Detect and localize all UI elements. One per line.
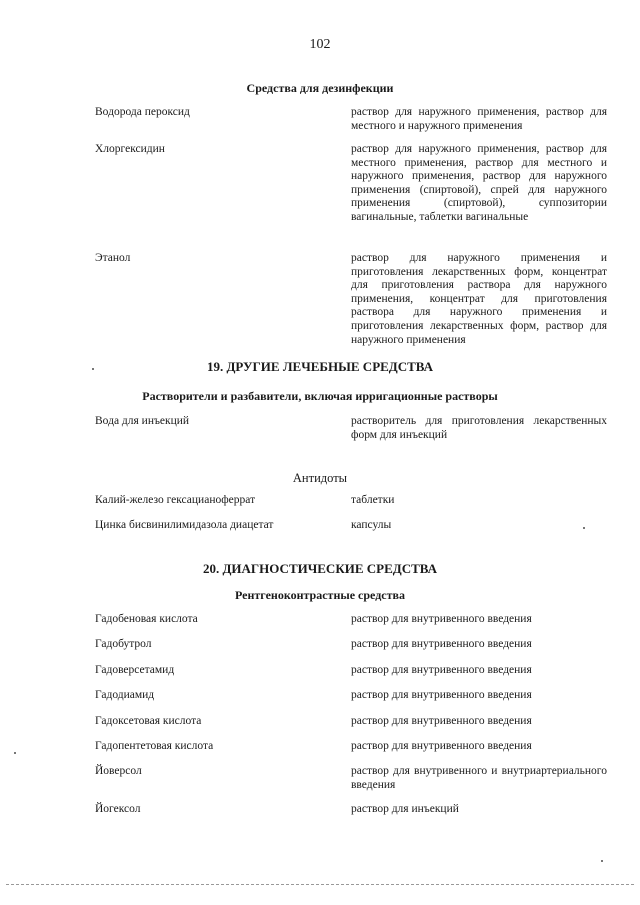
drug-form: раствор для внутривенного и внутриартериального введения xyxy=(351,765,607,791)
drug-name: Калий-железо гексацианоферрат xyxy=(95,494,256,506)
drug-name: Гадобеновая кислота xyxy=(95,613,198,625)
scan-footer-line xyxy=(6,884,634,885)
drug-name: Гадоверсетамид xyxy=(95,664,175,676)
drug-name: Гадобутрол xyxy=(95,638,152,650)
drug-name: Йогексол xyxy=(95,803,141,815)
drug-form: раствор для внутривенного введения xyxy=(351,689,532,701)
drug-form: раствор для внутривенного введения xyxy=(351,740,532,752)
drug-name: Этанол xyxy=(95,252,131,264)
drug-form: раствор для инъекций xyxy=(351,803,459,815)
scan-speck xyxy=(92,368,94,370)
drug-form: таблетки xyxy=(351,494,395,506)
scan-speck xyxy=(583,527,585,529)
drug-form: раствор для наружного применения и приготовления лекарственных форм, концентрат для приготовления раствора для наружного применения, концентрат для приготовления раствора для наружного применения и приготовления лекарственных форм, раствор для наружного применения xyxy=(351,252,607,346)
heading-xray-contrast: Рентгеноконтрастные средства xyxy=(235,588,405,602)
drug-name: Гадоксетовая кислота xyxy=(95,715,202,727)
page-number: 102 xyxy=(309,37,331,52)
scan-speck xyxy=(601,860,603,862)
drug-form: раствор для внутривенного введения xyxy=(351,715,532,727)
drug-form: раствор для внутривенного введения xyxy=(351,664,532,676)
drug-name: Цинка бисвинилимидазола диацетат xyxy=(95,519,274,531)
drug-name: Вода для инъекций xyxy=(95,415,190,427)
drug-name: Гадопентетовая кислота xyxy=(95,740,214,752)
heading-section-19: 19. ДРУГИЕ ЛЕЧЕБНЫЕ СРЕДСТВА xyxy=(206,359,434,374)
drug-name: Хлоргексидин xyxy=(95,143,165,155)
drug-form: раствор для внутривенного введения xyxy=(351,613,532,625)
drug-form: раствор для наружного применения, раствор для местного и наружного применения xyxy=(351,106,607,132)
heading-solvents: Растворители и разбавители, включая ирригационные растворы xyxy=(142,389,498,403)
drug-name: Йоверсол xyxy=(95,765,142,777)
heading-section-20: 20. ДИАГНОСТИЧЕСКИЕ СРЕДСТВА xyxy=(202,561,438,576)
drug-form: капсулы xyxy=(351,519,392,531)
heading-antidotes: Антидоты xyxy=(292,471,348,485)
drug-form: растворитель для приготовления лекарственных форм для инъекций xyxy=(351,415,607,441)
drug-form: раствор для внутривенного введения xyxy=(351,638,532,650)
drug-name: Гадодиамид xyxy=(95,689,155,701)
drug-name: Водорода пероксид xyxy=(95,106,190,118)
scan-speck xyxy=(14,752,16,754)
drug-form: раствор для наружного применения, раствор для местного применения, раствор для местного и наружного применения, раствор для наружного применения (спиртовой), спрей для наружного применения (спиртовой), суппозитории вагинальные, таблетки вагинальные xyxy=(351,143,607,223)
heading-disinfection: Средства для дезинфекции xyxy=(246,81,394,95)
